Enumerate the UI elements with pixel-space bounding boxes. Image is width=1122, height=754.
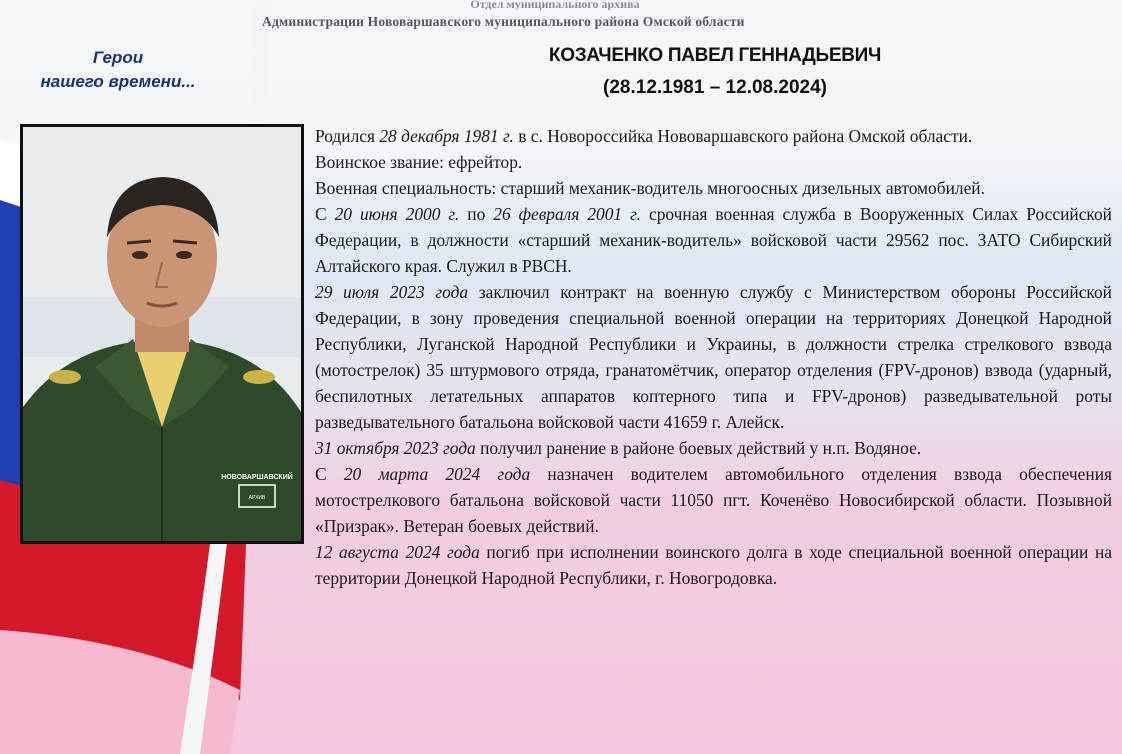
bio-contract: 29 июля 2023 года заключил контракт на военную службу с Министерством обороны Российской Федерации, в зону проведения специальной военной операции на территориях Донецкой Народной Республики, Луганской Народной Республики и Украины, в должности стрелка стрелкового взвода (мотострелок) 35 штурмового отряда, гранатомётчик, оператор отделения (FPV-дронов) взвода (ударный, беспилотных летательных аппаратов коптерного типа и FPV-дронов) разведывательной роты разведывательного батальона войсковой части 41659 г. Алейск. [315, 282, 1112, 432]
person-dates: (28.12.1981 – 12.08.2024) [603, 77, 827, 98]
bio-specialty: Военная специальность: старший механик-водитель многоосных дизельных автомобилей. [315, 178, 985, 198]
archive-cut-text: Отдел муниципального архива [470, 0, 640, 10]
person-name: КОЗАЧЕНКО ПАВЕЛ ГЕННАДЬЕВИЧ [548, 45, 882, 66]
portrait-photo [20, 124, 304, 544]
archive-badge-sub: АРХИВ [248, 495, 266, 501]
bio-death: 12 августа 2024 года погиб при исполнении воинского долга в ходе специальной военной операции на территории Донецкой Народной Республики, г. Новогродовка. [315, 542, 1112, 588]
administration-header: Администрации Нововаршавского муниципального района Омской области [262, 14, 745, 29]
heroes-line-1: Герои [92, 48, 144, 67]
heroes-caption [18, 46, 218, 94]
bio-wounded: 31 октября 2023 года получил ранение в районе боевых действий у н.п. Водяное. [315, 438, 922, 458]
bio-appointed: С 20 марта 2024 года назначен водителем автомобильного отделения взвода обеспечения мотострелкового батальона войсковой части 11050 пгт. Коченёво Новосибирской области. Позывной «Призрак». Ветеран боевых действий. [315, 464, 1112, 536]
bio-rank: Воинское звание: ефрейтор. [315, 152, 523, 172]
archive-badge-text: НОВОВАРШАВСКИЙ [221, 474, 293, 481]
heroes-line-2: нашего времени... [40, 72, 196, 91]
bio-birth: Родился 28 декабря 1981 г. в с. Новороссийка Нововаршавского района Омской области. [315, 126, 973, 146]
biography-text [315, 123, 1112, 591]
soldier-portrait [23, 127, 301, 541]
bio-conscript-service: С 20 июня 2000 г. по 26 февраля 2001 г. срочная военная служба в Вооруженных Силах Российской Федерации, в должности «старший механик-водитель» войсковой части 29562 пос. ЗАТО Сибирский Алтайского края. Служил в РВСН. [315, 204, 1112, 276]
